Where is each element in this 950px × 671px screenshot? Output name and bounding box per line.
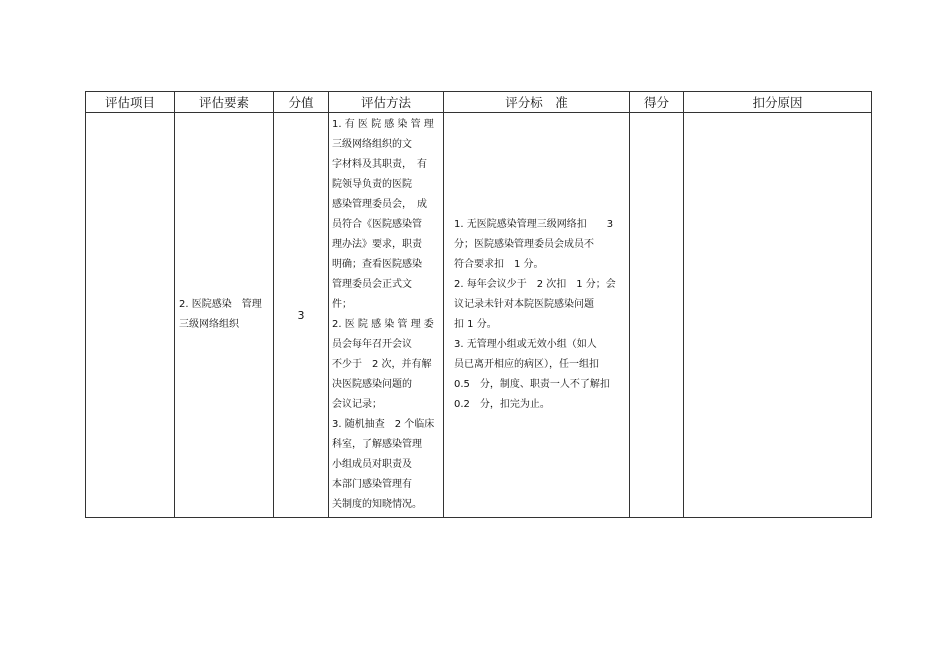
criteria-line: 0.5 分，制度、职责一人不了解扣 <box>454 379 610 390</box>
cell-points-earned <box>630 113 684 518</box>
cell-deduction-reason <box>684 113 872 518</box>
method-line: 2. 医 院 感 染 管 理 委 <box>332 319 434 330</box>
cell-score-value: 3 <box>274 113 329 518</box>
header-deduction-reason: 扣分原因 <box>684 92 872 113</box>
method-line: 本部门感染管理有 <box>332 479 412 490</box>
criteria-text <box>444 215 629 415</box>
header-evaluation-element: 评估要素 <box>175 92 274 113</box>
cell-evaluation-method <box>329 113 444 518</box>
method-line: 决医院感染问题的 <box>332 379 412 390</box>
element-line: 2. 医院感染 管理 <box>179 299 262 310</box>
header-scoring-criteria: 评分标 准 <box>444 92 630 113</box>
criteria-line: 议记录未针对本院医院感染问题 <box>454 299 594 310</box>
criteria-line: 2. 每年会议少于 2 次扣 1 分；会 <box>454 279 616 290</box>
element-text <box>175 295 273 335</box>
method-line: 3. 随机抽查 2 个临床 <box>332 419 435 430</box>
criteria-line: 员已离开相应的病区），任一组扣 <box>454 359 599 370</box>
method-line: 明确；查看医院感染 <box>332 259 422 270</box>
method-line: 关制度的知晓情况。 <box>332 499 422 510</box>
method-line: 三级网络组织的文 <box>332 139 412 150</box>
criteria-line: 扣 1 分。 <box>454 319 497 330</box>
criteria-line: 0.2 分，扣完为止。 <box>454 399 550 410</box>
header-points-earned: 得分 <box>630 92 684 113</box>
method-line: 会议记录； <box>332 399 382 410</box>
criteria-line: 分；医院感染管理委员会成员不 <box>454 239 594 250</box>
criteria-line: 3. 无管理小组或无效小组（如人 <box>454 339 597 350</box>
cell-evaluation-item <box>86 113 175 518</box>
method-line: 科室，了解感染管理 <box>332 439 422 450</box>
header-evaluation-method: 评估方法 <box>329 92 444 113</box>
cell-evaluation-element <box>175 113 274 518</box>
method-line: 不少于 2 次，并有解 <box>332 359 432 370</box>
header-row <box>86 92 872 113</box>
method-line: 字材料及其职责， 有 <box>332 159 427 170</box>
header-score-value: 分值 <box>274 92 329 113</box>
header-evaluation-item: 评估项目 <box>86 92 175 113</box>
method-line: 小组成员对职责及 <box>332 459 412 470</box>
table-row <box>86 113 872 518</box>
evaluation-table <box>85 91 872 518</box>
criteria-line: 1. 无医院感染管理三级网络扣 3 <box>454 219 614 230</box>
method-line: 院领导负责的医院 <box>332 179 412 190</box>
method-line: 1. 有 医 院 感 染 管 理 <box>332 119 434 130</box>
method-line: 件； <box>332 299 352 310</box>
cell-scoring-criteria <box>444 113 630 518</box>
criteria-line: 符合要求扣 1 分。 <box>454 259 544 270</box>
method-line: 员会每年召开会议 <box>332 339 412 350</box>
method-line: 员符合《医院感染管 <box>332 219 422 230</box>
method-line: 感染管理委员会， 成 <box>332 199 427 210</box>
method-line: 管理委员会正式文 <box>332 279 412 290</box>
element-line: 三级网络组织 <box>179 319 239 330</box>
method-line: 理办法》要求，职责 <box>332 239 422 250</box>
method-text <box>329 115 443 515</box>
